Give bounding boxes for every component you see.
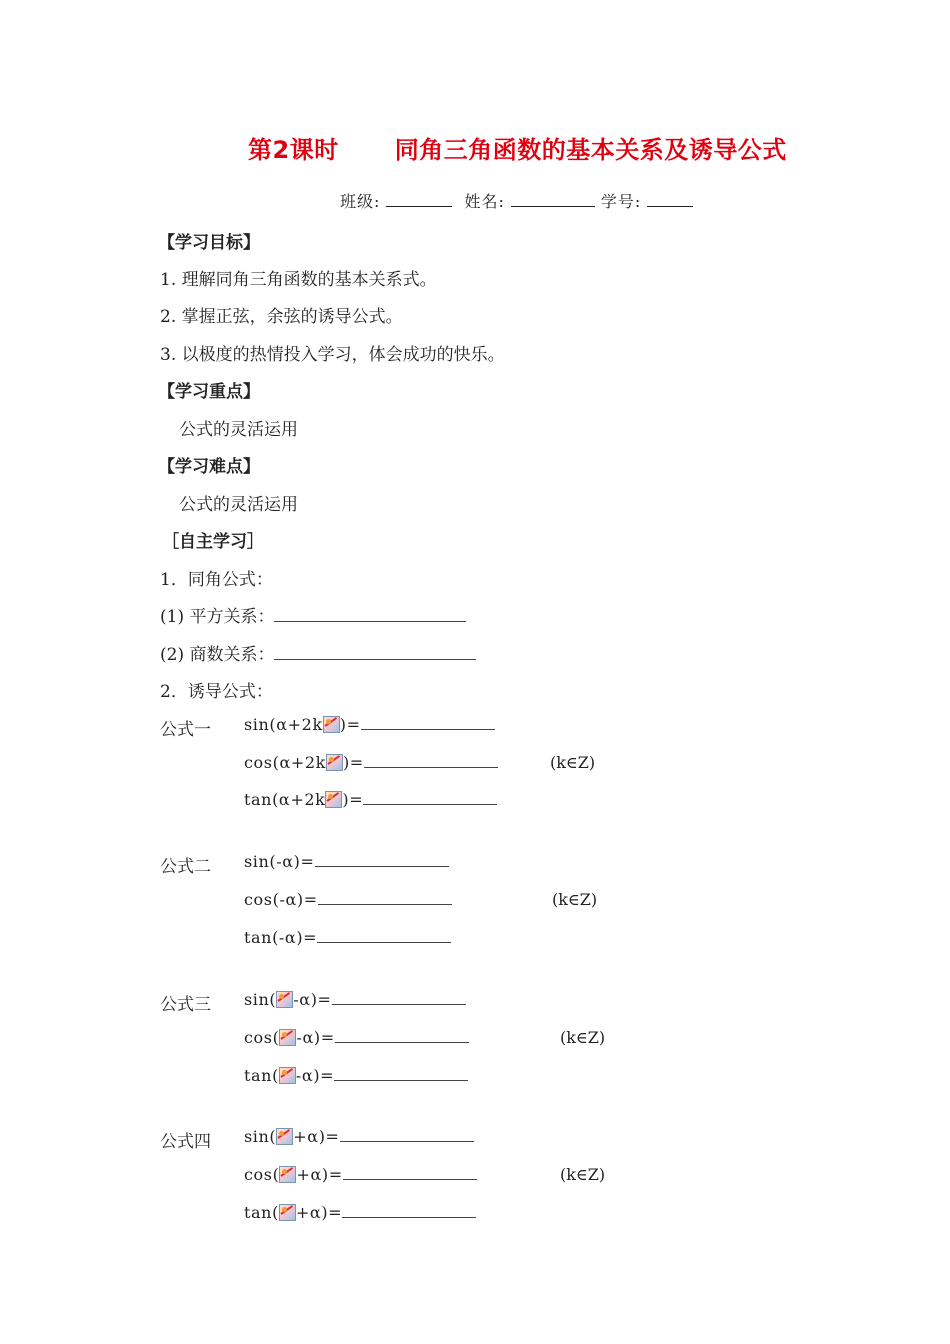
formula3-label: 公式三 bbox=[160, 995, 211, 1015]
formula4-cos: cos( +α)= bbox=[244, 1165, 477, 1184]
pi-image-icon bbox=[323, 716, 340, 733]
formula1-tan: tan(α+2k )= bbox=[244, 790, 497, 809]
name-label: 姓名: bbox=[464, 192, 505, 211]
answer-blank[interactable] bbox=[317, 930, 451, 943]
formula1-cos: cos(α+2k )= bbox=[244, 753, 498, 772]
formula3-sin: sin( -α)= bbox=[244, 990, 466, 1009]
answer-blank[interactable] bbox=[363, 792, 497, 805]
name-blank[interactable] bbox=[511, 192, 595, 207]
class-label: 班级: bbox=[340, 192, 381, 211]
page-title bbox=[248, 130, 787, 165]
formula2-condition: (k∈Z) bbox=[552, 890, 598, 909]
formula3-tan: tan( -α)= bbox=[244, 1066, 468, 1085]
self-study-heading: ［自主学习］ bbox=[162, 532, 264, 552]
goals-heading: 【学习目标】 bbox=[158, 233, 260, 253]
answer-blank[interactable] bbox=[315, 854, 449, 867]
answer-blank[interactable] bbox=[274, 609, 466, 622]
key-text: 公式的灵活运用 bbox=[179, 420, 298, 440]
formula3-cos: cos( -α)= bbox=[244, 1028, 469, 1047]
formula2-sin: sin(-α)= bbox=[244, 852, 449, 871]
pi-image-icon bbox=[279, 1029, 296, 1046]
formula2-label: 公式二 bbox=[160, 857, 211, 877]
answer-blank[interactable] bbox=[274, 647, 476, 660]
pi-image-icon bbox=[326, 754, 343, 771]
student-info bbox=[340, 189, 699, 212]
lesson-topic: 同角三角函数的基本关系及诱导公式 bbox=[394, 136, 787, 164]
answer-blank[interactable] bbox=[343, 1167, 477, 1180]
formula4-label: 公式四 bbox=[160, 1132, 211, 1152]
answer-blank[interactable] bbox=[332, 992, 466, 1005]
formula1-condition: (k∈Z) bbox=[550, 753, 596, 772]
answer-blank[interactable] bbox=[342, 1205, 476, 1218]
formula2-tan: tan(-α)= bbox=[244, 928, 451, 947]
id-blank[interactable] bbox=[647, 192, 693, 207]
formula3-condition: (k∈Z) bbox=[560, 1028, 606, 1047]
key-heading: 【学习重点】 bbox=[158, 382, 260, 402]
goal-item: 3. 以极度的热情投入学习，体会成功的快乐。 bbox=[160, 345, 505, 365]
pi-image-icon bbox=[276, 991, 293, 1008]
formula4-tan: tan( +α)= bbox=[244, 1203, 476, 1222]
answer-blank[interactable] bbox=[335, 1030, 469, 1043]
answer-blank[interactable] bbox=[340, 1129, 474, 1142]
formula2-cos: cos(-α)= bbox=[244, 890, 452, 909]
formula4-condition: (k∈Z) bbox=[560, 1165, 606, 1184]
quotient-relation: (2) 商数关系： bbox=[160, 640, 476, 665]
section-induction: 2．诱导公式： bbox=[160, 682, 273, 702]
square-relation: (1) 平方关系： bbox=[160, 602, 466, 627]
lesson-number: 第2课时 bbox=[248, 136, 339, 164]
pi-image-icon bbox=[279, 1067, 296, 1084]
class-blank[interactable] bbox=[386, 192, 452, 207]
pi-image-icon bbox=[279, 1204, 296, 1221]
formula1-label: 公式一 bbox=[160, 720, 211, 740]
formula1-sin: sin(α+2k )= bbox=[244, 715, 495, 734]
pi-image-icon bbox=[325, 791, 342, 808]
goal-item: 2. 掌握正弦，余弦的诱导公式。 bbox=[160, 307, 403, 327]
section-same-angle: 1．同角公式： bbox=[160, 570, 273, 590]
goal-item: 1. 理解同角三角函数的基本关系式。 bbox=[160, 270, 437, 290]
answer-blank[interactable] bbox=[364, 755, 498, 768]
pi-image-icon bbox=[276, 1128, 293, 1145]
id-label: 学号: bbox=[600, 192, 642, 211]
answer-blank[interactable] bbox=[318, 892, 452, 905]
difficulty-text: 公式的灵活运用 bbox=[179, 495, 298, 515]
difficulty-heading: 【学习难点】 bbox=[158, 457, 260, 477]
answer-blank[interactable] bbox=[334, 1068, 468, 1081]
pi-image-icon bbox=[279, 1166, 296, 1183]
answer-blank[interactable] bbox=[361, 717, 495, 730]
formula4-sin: sin( +α)= bbox=[244, 1127, 474, 1146]
